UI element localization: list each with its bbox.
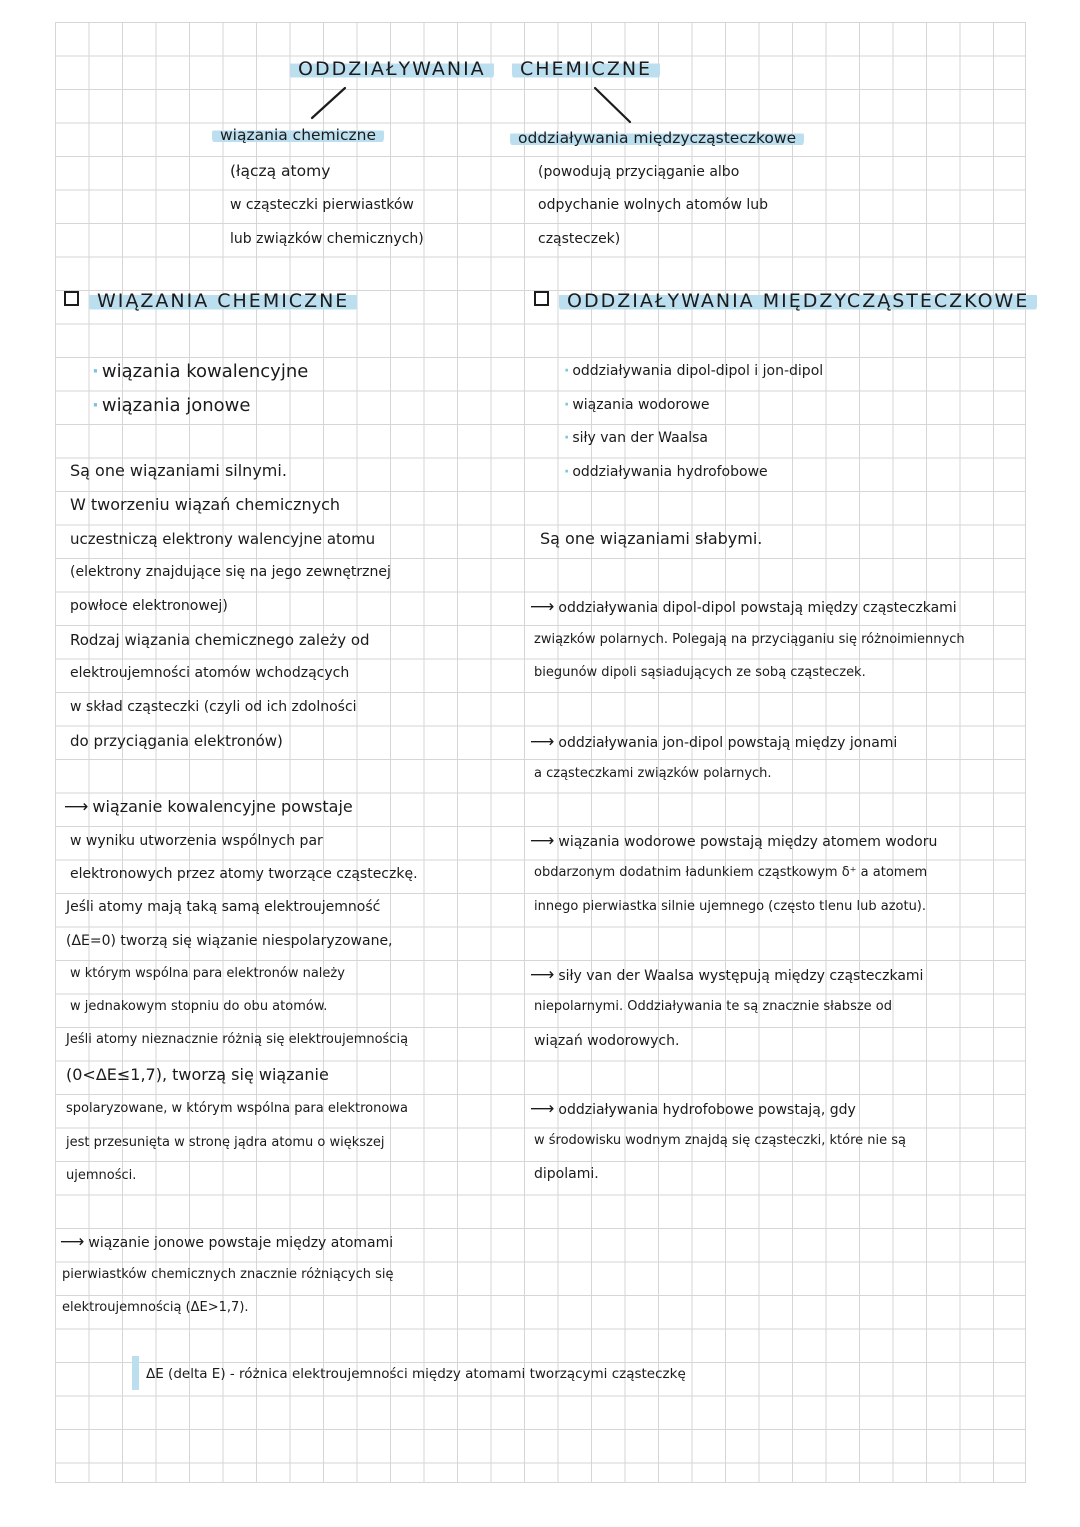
branch-right-line: (powodują przyciąganie albo [538, 164, 740, 180]
text-line: do przyciągania elektronów) [70, 732, 283, 750]
checkbox-square-icon [534, 291, 549, 306]
text-line: elektroujemnością (ΔE>1,7). [62, 1300, 249, 1315]
branch-right-line: cząsteczek) [538, 231, 621, 247]
text-line: elektroujemności atomów wchodzących [70, 665, 350, 681]
text-line: wiązanie jonowe powstaje między atomami [88, 1235, 394, 1251]
arrow-paragraph-start [64, 798, 353, 817]
bullet-item: · oddziaływania dipol-dipol i jon-dipol [564, 364, 823, 379]
text-line: wiązania wodorowe powstają między atomem wodoru [558, 834, 938, 850]
branch-left-label: wiązania chemiczne [212, 127, 384, 144]
arrow-right-icon: ⟶ [530, 831, 555, 851]
arrow-right-icon: ⟶ [60, 1232, 85, 1252]
text-line: w skład cząsteczki (czyli od ich zdolności [70, 699, 357, 715]
branch-right-label: oddziaływania międzycząsteczkowe [510, 130, 804, 147]
arrow-paragraph-start [530, 966, 923, 985]
bullet-item: · oddziaływania hydrofobowe [564, 465, 768, 480]
text-line: Są one wiązaniami silnymi. [70, 461, 287, 480]
arrow-paragraph-start [530, 832, 937, 851]
text-line: powłoce elektronowej) [70, 598, 228, 614]
heading-left-text: WIĄZANIA CHEMICZNE [89, 290, 357, 312]
arrow-right-icon: ⟶ [64, 797, 89, 817]
branch-line-left [312, 88, 345, 118]
title-left: ODDZIAŁYWANIA [290, 59, 494, 80]
text-line: Rodzaj wiązania chemicznego zależy od [70, 631, 370, 649]
text-line: wiązań wodorowych. [534, 1033, 680, 1049]
arrow-right-icon: ⟶ [530, 732, 555, 752]
footnote: ΔE (delta E) - różnica elektroujemności między atomami tworzącymi cząsteczkę [146, 1366, 686, 1382]
heading-right-text: ODDZIAŁYWANIA MIĘDZYCZĄSTECZKOWE [559, 290, 1037, 312]
text-line: niepolarnymi. Oddziaływania te są znacznie słabsze od [534, 999, 892, 1014]
text-line: uczestniczą elektrony walencyjne atomu [70, 530, 376, 548]
text-line: Jeśli atomy mają taką samą elektroujemność [66, 899, 381, 915]
bullet-item: · wiązania jonowe [92, 396, 250, 416]
text-line: Są one wiązaniami słabymi. [540, 529, 763, 548]
arrow-paragraph-start [530, 598, 957, 617]
text-line: biegunów dipoli sąsiadujących ze sobą cząsteczek. [534, 665, 866, 680]
text-line: elektronowych przez atomy tworzące cząsteczkę. [70, 866, 418, 882]
title-right: CHEMICZNE [512, 59, 660, 80]
branch-left-line: w cząsteczki pierwiastków [230, 197, 414, 213]
text-line: dipolami. [534, 1166, 599, 1182]
text-line: wiązanie kowalencyjne powstaje [92, 797, 353, 816]
text-line: spolaryzowane, w którym wspólna para elektronowa [66, 1101, 408, 1116]
arrow-right-icon: ⟶ [530, 1099, 555, 1119]
text-line: innego pierwiastka silnie ujemnego (często tlenu lub azotu). [534, 899, 927, 914]
checkbox-square-icon [64, 291, 79, 306]
text-line: siły van der Waalsa występują między cząsteczkami [558, 968, 924, 984]
arrow-paragraph-start [60, 1233, 393, 1252]
text-line: oddziaływania dipol-dipol powstają między cząsteczkami [558, 600, 957, 616]
text-line: jest przesunięta w stronę jądra atomu o większej [66, 1135, 385, 1150]
text-line: obdarzonym dodatnim ładunkiem cząstkowym δ⁺ a atomem [534, 865, 928, 880]
arrow-paragraph-start [530, 1100, 856, 1119]
text-line: pierwiastków chemicznych znacznie różniących się [62, 1267, 394, 1282]
text-line: związków polarnych. Polegają na przyciąganiu się różnoimiennych [534, 632, 965, 647]
text-line: oddziaływania jon-dipol powstają między jonami [558, 735, 898, 751]
bullet-item: · wiązania wodorowe [564, 398, 710, 413]
text-line: w wyniku utworzenia wspólnych par [70, 833, 323, 849]
arrow-paragraph-start [530, 733, 897, 752]
branch-left-line: (łączą atomy [230, 162, 331, 180]
bullet-item: · wiązania kowalencyjne [92, 362, 308, 382]
text-line: (ΔE=0) tworzą się wiązanie niespolaryzowane, [66, 933, 393, 949]
text-line: (0<ΔE≤1,7), tworzą się wiązanie [66, 1065, 329, 1084]
arrow-right-icon: ⟶ [530, 597, 555, 617]
branch-left-line: lub związków chemicznych) [230, 231, 424, 247]
bullet-item: · siły van der Waalsa [564, 431, 708, 446]
text-line: W tworzeniu wiązań chemicznych [70, 495, 341, 514]
text-line: w środowisku wodnym znajdą się cząsteczki, które nie są [534, 1133, 907, 1148]
text-line: oddziaływania hydrofobowe powstają, gdy [558, 1102, 856, 1118]
heading-right [534, 291, 1037, 312]
text-line: a cząsteczkami związków polarnych. [534, 766, 772, 781]
branch-line-right [595, 88, 630, 122]
text-line: (elektrony znajdujące się na jego zewnętrznej [70, 564, 391, 580]
arrow-right-icon: ⟶ [530, 965, 555, 985]
text-line: w jednakowym stopniu do obu atomów. [70, 999, 328, 1014]
footnote-highlight-bar [132, 1356, 139, 1390]
text-line: ujemności. [66, 1168, 137, 1183]
text-line: Jeśli atomy nieznacznie różnią się elektroujemnością [66, 1032, 409, 1047]
branch-right-line: odpychanie wolnych atomów lub [538, 197, 769, 213]
heading-left [64, 291, 357, 312]
text-line: w którym wspólna para elektronów należy [70, 966, 345, 981]
